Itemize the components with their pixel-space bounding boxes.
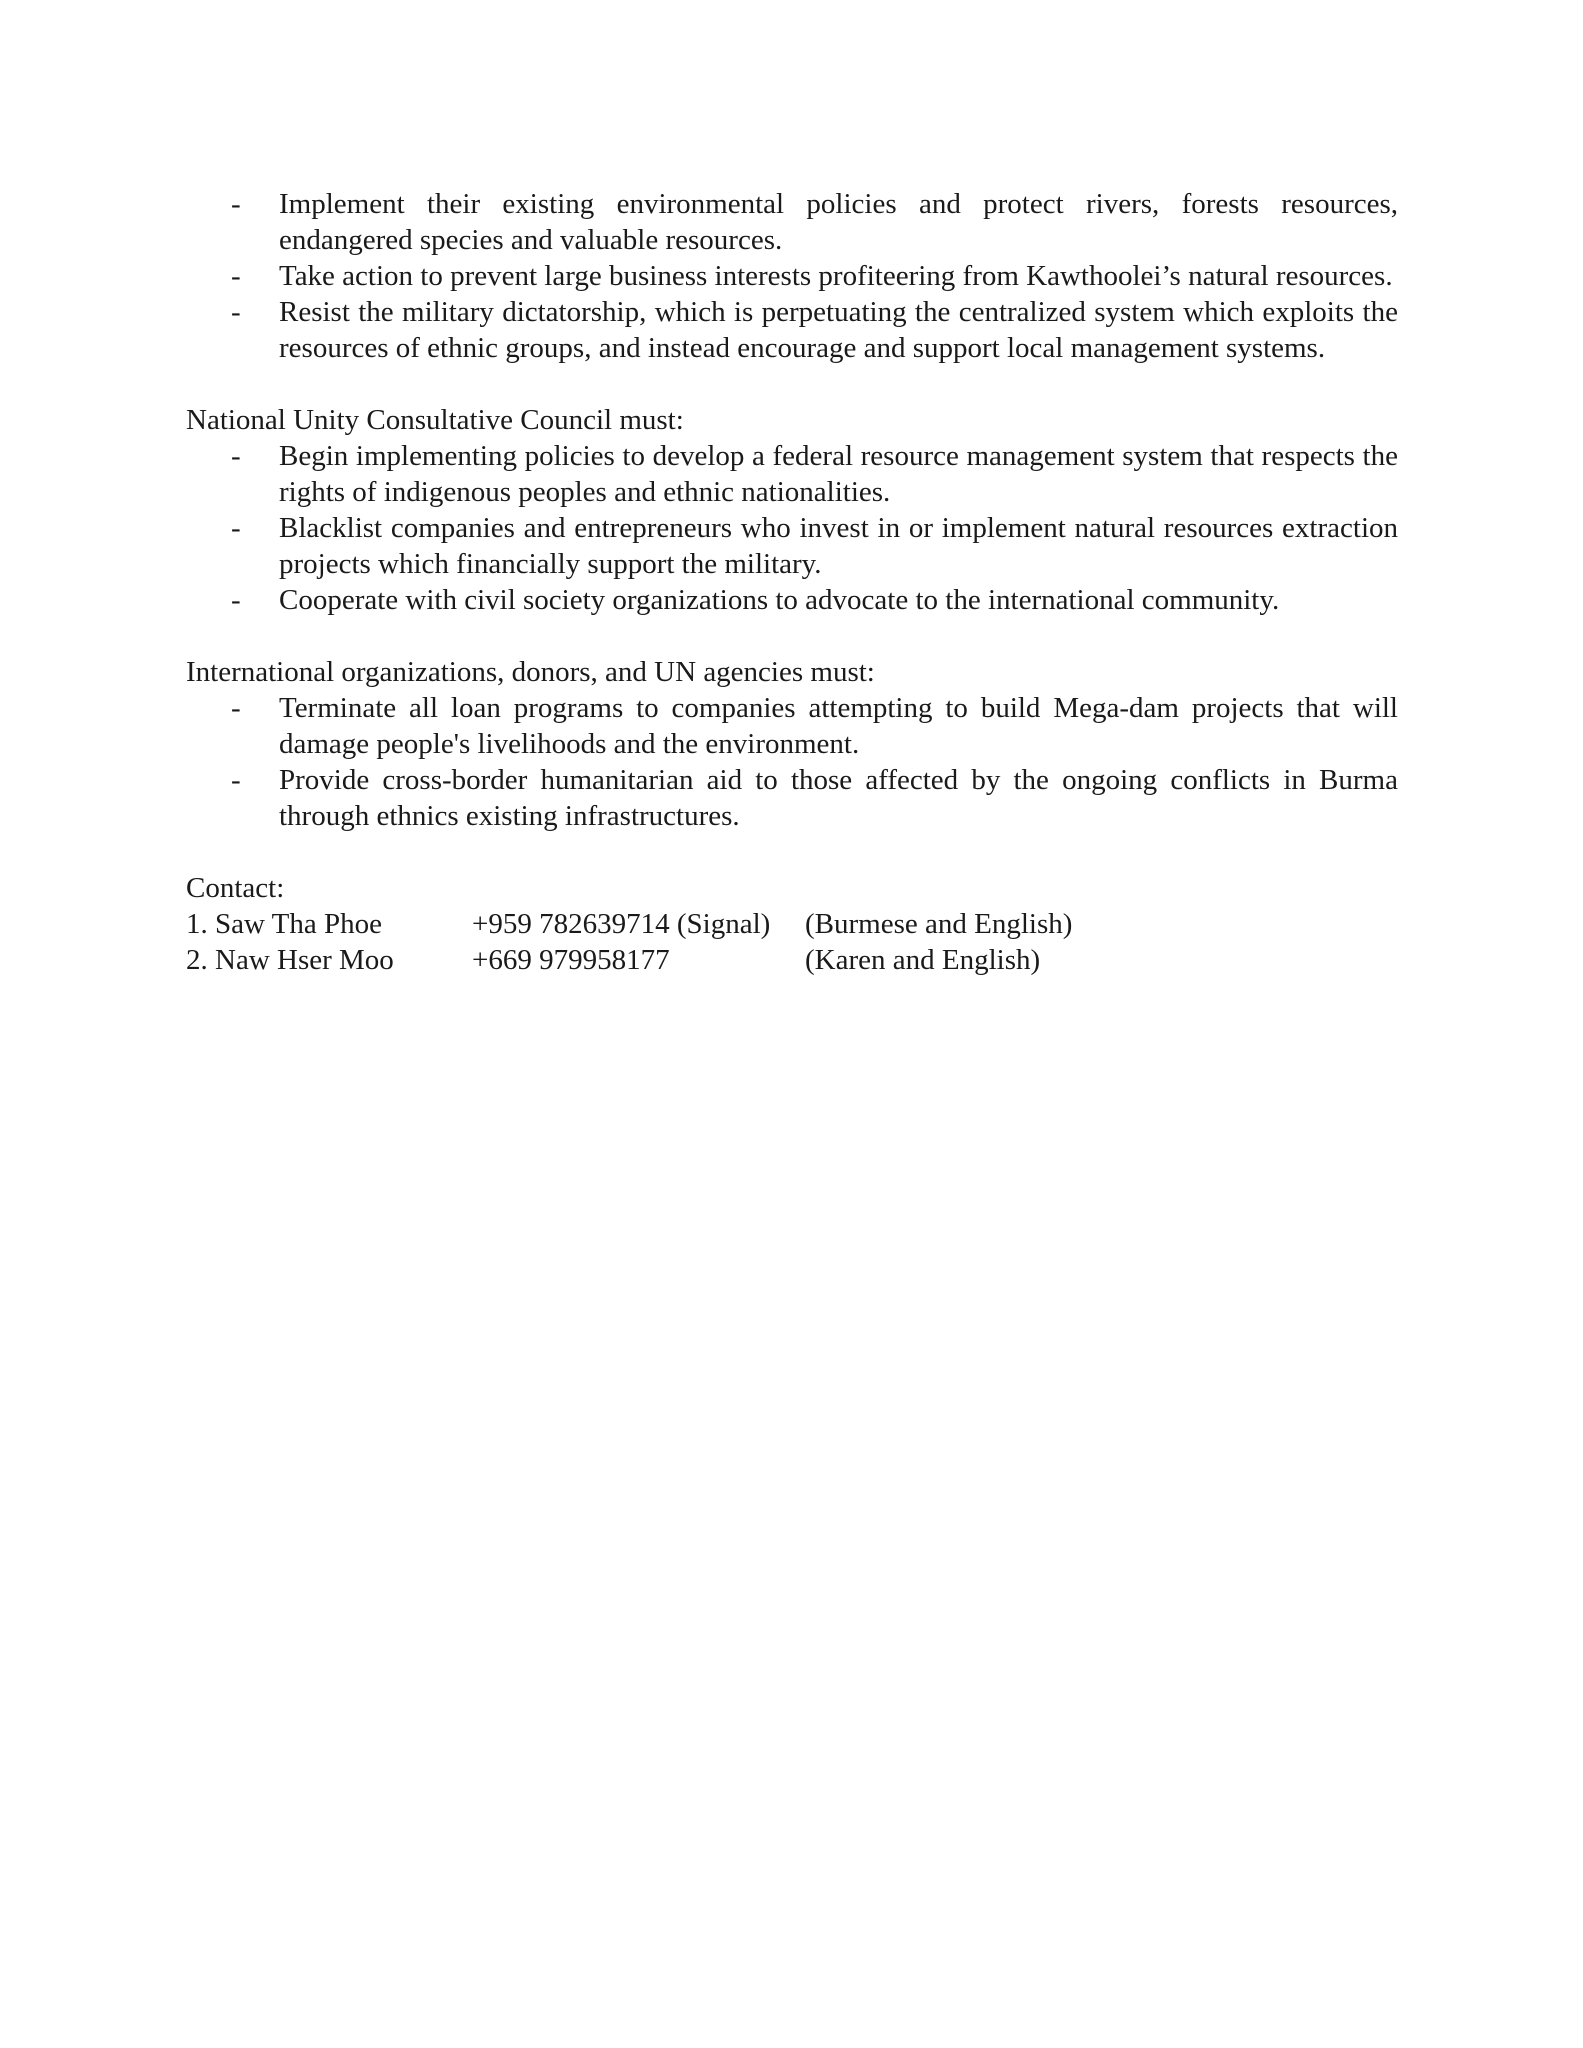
international-list xyxy=(186,690,1398,834)
contact-languages: (Karen and English) xyxy=(805,944,1041,976)
list-item-text: Begin implementing policies to develop a federal resource management system that respects the rights of indigenous peoples and ethnic nationalities. xyxy=(279,440,1398,508)
list-item xyxy=(186,294,1398,366)
dash-bullet: - xyxy=(231,692,241,724)
list-item-text: Resist the military dictatorship, which is perpetuating the centralized system which exploits the resources of ethnic groups, and instead encourage and support local management systems. xyxy=(279,296,1398,364)
list-item xyxy=(186,510,1398,582)
nucc-list xyxy=(186,438,1398,618)
contact-phone: +669 979958177 xyxy=(472,944,670,976)
nucc-section xyxy=(186,402,1398,618)
dash-bullet: - xyxy=(231,764,241,796)
dash-bullet: - xyxy=(231,512,241,544)
list-item xyxy=(186,762,1398,834)
list-item-text: Take action to prevent large business interests profiteering from Kawthoolei’s natural resources. xyxy=(279,260,1393,292)
contact-section xyxy=(186,870,1398,978)
document-body xyxy=(186,186,1398,978)
dash-bullet: - xyxy=(231,296,241,328)
dash-bullet: - xyxy=(231,188,241,220)
list-item-text: Cooperate with civil society organizations to advocate to the international community. xyxy=(279,584,1280,616)
list-item-text: Terminate all loan programs to companies attempting to build Mega-dam projects that will damage people's livelihoods and the environment. xyxy=(279,692,1398,760)
list-item xyxy=(186,582,1398,618)
contact-name: 1. Saw Tha Phoe xyxy=(186,908,383,940)
contact-heading: Contact: xyxy=(186,872,285,904)
nucc-heading: National Unity Consultative Council must: xyxy=(186,404,684,436)
list-item-text: Implement their existing environmental policies and protect rivers, forests resources, endangered species and valuable resources. xyxy=(279,188,1398,256)
international-section xyxy=(186,654,1398,834)
list-item xyxy=(186,258,1398,294)
international-heading: International organizations, donors, and UN agencies must: xyxy=(186,656,875,688)
contact-phone: +959 782639714 (Signal) xyxy=(472,908,771,940)
contact-row xyxy=(186,906,1398,942)
list-item xyxy=(186,438,1398,510)
contact-name: 2. Naw Hser Moo xyxy=(186,944,394,976)
contact-languages: (Burmese and English) xyxy=(805,908,1073,940)
list-item-text: Provide cross-border humanitarian aid to those affected by the ongoing conflicts in Burma through ethnics existing infrastructures. xyxy=(279,764,1398,832)
list-item xyxy=(186,186,1398,258)
list-item xyxy=(186,690,1398,762)
dash-bullet: - xyxy=(231,260,241,292)
dash-bullet: - xyxy=(231,584,241,616)
intro-list xyxy=(186,186,1398,366)
contact-row xyxy=(186,942,1398,978)
dash-bullet: - xyxy=(231,440,241,472)
list-item-text: Blacklist companies and entrepreneurs who invest in or implement natural resources extraction projects which financially support the military. xyxy=(279,512,1398,580)
